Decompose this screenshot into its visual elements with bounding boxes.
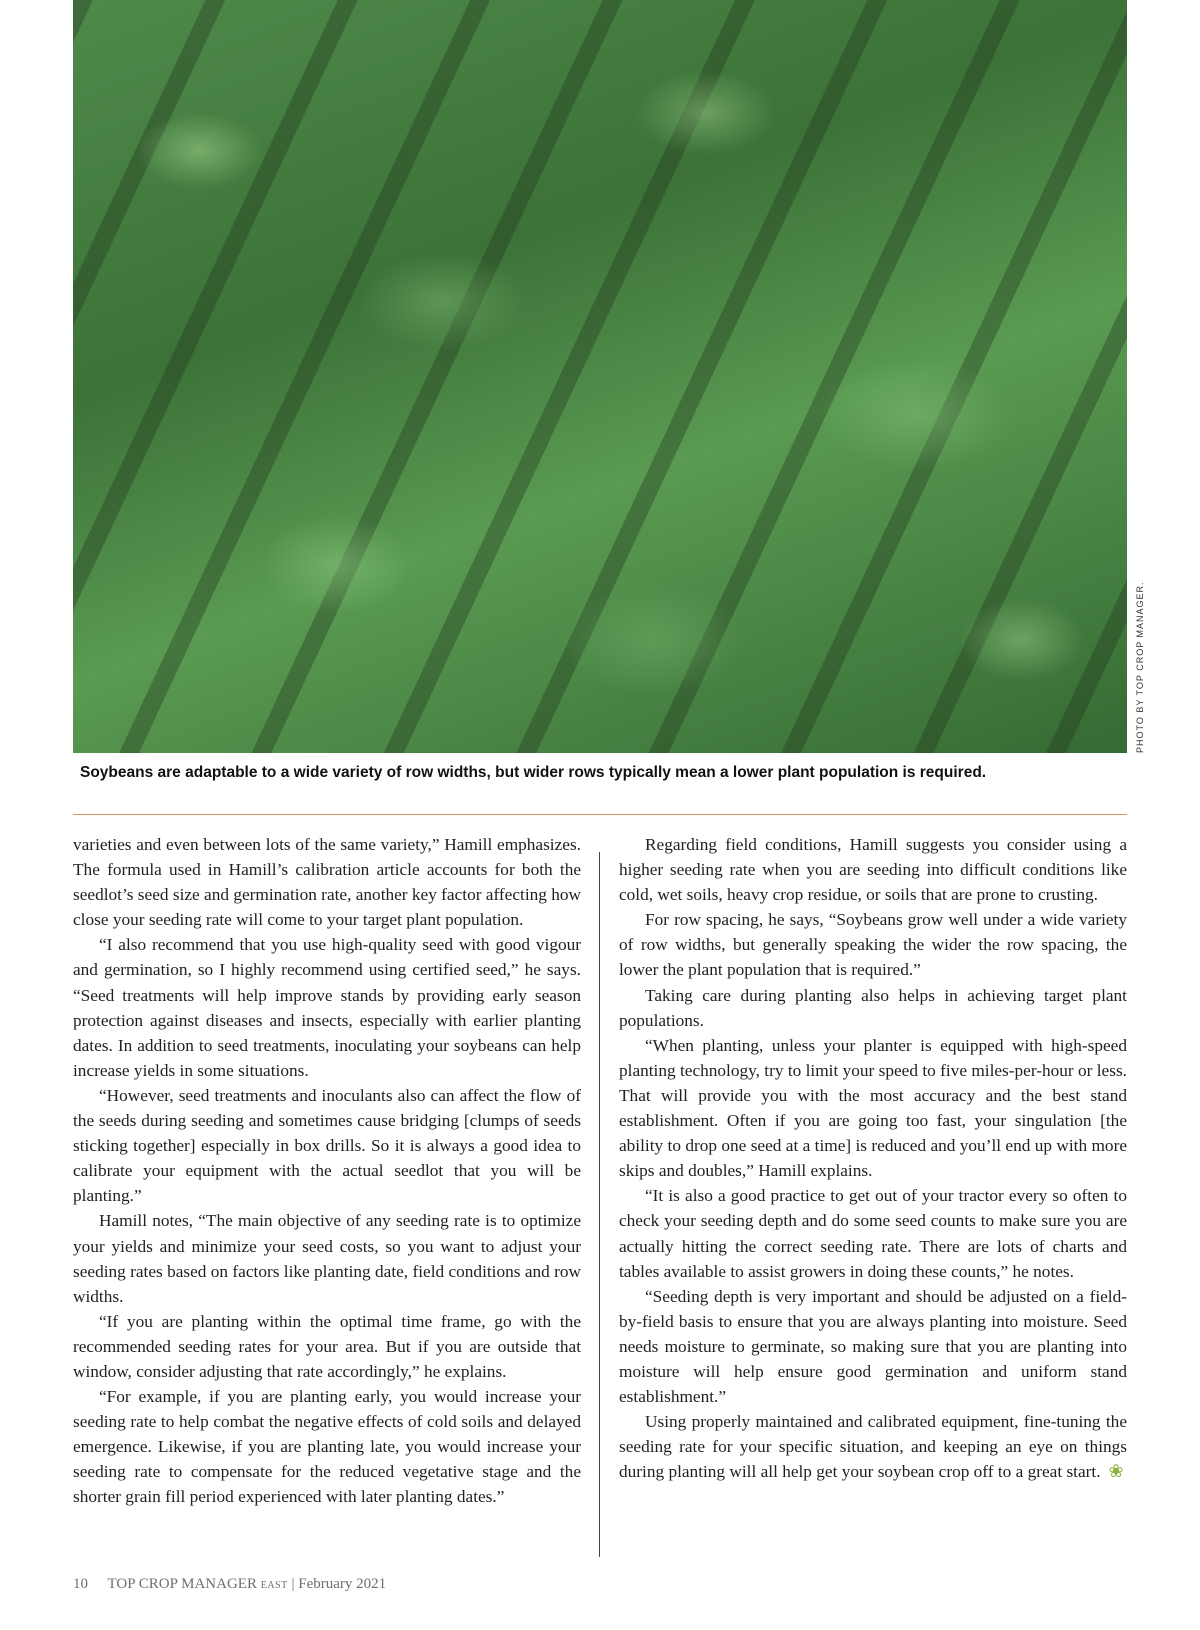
paragraph: “However, seed treatments and inoculants also can affect the flow of the seeds during seeding and sometimes cause bridging [clumps of seeds sticking together] especially in box drills. So it is always a good idea to calibrate your equipment with the actual seedlot that you will be planting.” <box>73 1085 581 1206</box>
issue-date: February 2021 <box>298 1576 387 1592</box>
photo-caption: Soybeans are adaptable to a wide variety of row widths, but wider rows typically mean a lower plant population is required. <box>80 764 987 781</box>
page-footer <box>73 1576 386 1593</box>
soybean-field-photo <box>73 0 1127 753</box>
article-column-left <box>73 832 581 1510</box>
publication-name: TOP CROP MANAGER <box>107 1576 257 1592</box>
paragraph: “I also recommend that you use high-quality seed with good vigour and germination, so I highly recommend using certified seed,” he says. “Seed treatments will help improve stands by providing early season protection against diseases and insects, especially with earlier planting dates. In addition to seed treatments, inoculating your soybeans can help increase yields in some situations. <box>73 935 581 1080</box>
paragraph: “When planting, unless your planter is equipped with high-speed planting technology, try to limit your speed to five miles-per-hour or less. That will provide you with the most accuracy and the best stand establishment. Often if you are going too fast, your singulation [the ability to drop one seed at a time] is reduced and you’ll end up with more skips and doubles,” Hamill explains. <box>619 1035 1127 1181</box>
paragraph: For row spacing, he says, “Soybeans grow well under a wide variety of row widths, but generally speaking the wider the row spacing, the lower the plant population that is required.” <box>619 910 1127 980</box>
article-column-right <box>619 832 1127 1484</box>
paragraph: Hamill notes, “The main objective of any seeding rate is to optimize your yields and minimize your seed costs, so you want to adjust your seeding rates based on factors like planting date, field conditions and row widths. <box>73 1211 581 1306</box>
column-divider <box>599 852 600 1557</box>
paragraph-final-text: Using properly maintained and calibrated equipment, fine-tuning the seeding rate for your specific situation, and keeping an eye on things during planting will all help get your soybean crop off to a great start. <box>619 1412 1127 1482</box>
end-mark-icon: ❀ <box>1108 1461 1124 1482</box>
caption-divider <box>73 814 1127 815</box>
paragraph: “It is also a good practice to get out of your tractor every so often to check your seeding depth and do some seed counts to make sure you are actually hitting the correct seeding rate. There are lots of charts and tables available to assist growers in doing these counts,” he notes. <box>619 1186 1127 1281</box>
paragraph-final <box>619 1409 1127 1484</box>
photo-credit: PHOTO BY TOP CROP MANAGER. <box>1135 581 1145 753</box>
paragraph: Regarding field conditions, Hamill suggests you consider using a higher seeding rate when you are seeding into difficult conditions like cold, wet soils, heavy crop residue, or soils that are prone to crusting. <box>619 835 1127 905</box>
paragraph: varieties and even between lots of the same variety,” Hamill emphasizes. The formula used in Hamill’s calibration article accounts for both the seedlot’s seed size and germination rate, another key factor affecting how close your seeding rate will come to your target plant population. <box>73 835 581 930</box>
paragraph: “Seeding depth is very important and should be adjusted on a field-by-field basis to ensure that you are always planting into moisture. Seed needs moisture to germinate, so making sure that you are planting into moisture will help ensure good germination and uniform stand establishment.” <box>619 1286 1127 1407</box>
paragraph: Taking care during planting also helps in achieving target plant populations. <box>619 985 1127 1030</box>
footer-separator: | <box>291 1576 295 1592</box>
publication-edition: EAST <box>260 1580 288 1591</box>
paragraph: “If you are planting within the optimal time frame, go with the recommended seeding rates for your area. But if you are outside that window, consider adjusting that rate accordingly,” he explains. <box>73 1311 581 1381</box>
page-number: 10 <box>73 1576 88 1592</box>
paragraph: “For example, if you are planting early, you would increase your seeding rate to help combat the negative effects of cold soils and delayed emergence. Likewise, if you are planting late, you would increase your seeding rate to compensate for the reduced vegetative stage and the shorter grain fill period experienced with later planting dates.” <box>73 1387 581 1507</box>
